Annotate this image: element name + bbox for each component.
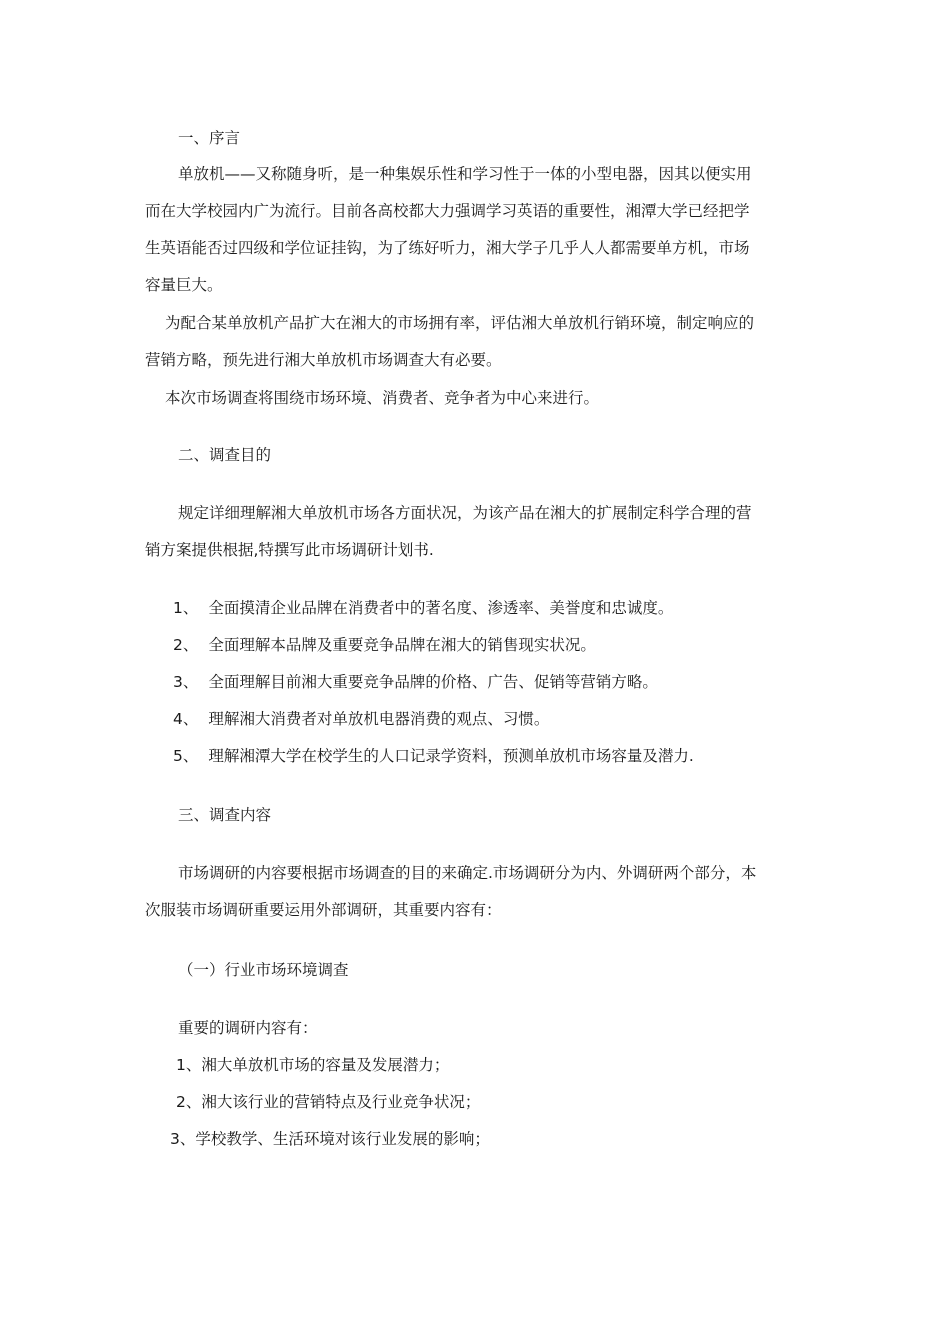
subsection-list-item: 2、湘大该行业的营销特点及行业竞争状况；: [176, 1093, 481, 1111]
subsection-list-item: 1、湘大单放机市场的容量及发展潜力；: [176, 1056, 450, 1074]
section-heading-purpose: 二、调查目的: [178, 446, 272, 464]
intro-paragraph-line: 而在大学校园内广为流行。目前各高校都大力强调学习英语的重要性，湘潭大学已经把学: [145, 202, 750, 220]
goal-number: 5、: [173, 747, 199, 765]
goal-text: 全面摸清企业品牌在消费者中的著名度、渗透率、美誉度和忠诚度。: [208, 599, 674, 617]
goal-item: [173, 635, 596, 655]
section-heading-content: 三、调查内容: [178, 806, 272, 824]
goal-text: 全面理解本品牌及重要竞争品牌在湘大的销售现实状况。: [208, 636, 596, 654]
purpose-paragraph-line: 销方案提供根据,特撰写此市场调研计划书.: [145, 541, 434, 559]
content-paragraph-line: 次服装市场调研重要运用外部调研，其重要内容有：: [145, 901, 502, 919]
goal-item: [173, 672, 658, 692]
goal-number: 3、: [173, 673, 199, 691]
goal-item: [173, 746, 694, 766]
intro-paragraph-line: 本次市场调查将围绕市场环境、消费者、竞争者为中心来进行。: [165, 389, 600, 407]
goal-item: [173, 598, 673, 618]
goal-text: 理解湘大消费者对单放机电器消费的观点、习惯。: [208, 710, 550, 728]
subsection-list-item: 3、学校教学、生活环境对该行业发展的影响；: [170, 1130, 490, 1148]
goal-text: 理解湘潭大学在校学生的人口记录学资料，预测单放机市场容量及潜力.: [208, 747, 694, 765]
goal-text: 全面理解目前湘大重要竞争品牌的价格、广告、促销等营销方略。: [208, 673, 658, 691]
subsection-heading: （一）行业市场环境调查: [178, 961, 349, 979]
section-heading-preface: 一、序言: [178, 129, 241, 147]
intro-paragraph-line: 营销方略，预先进行湘大单放机市场调查大有必要。: [145, 351, 502, 369]
intro-paragraph-line: 为配合某单放机产品扩大在湘大的市场拥有率，评估湘大单放机行销环境，制定响应的: [165, 314, 755, 332]
goal-number: 1、: [173, 599, 199, 617]
content-paragraph-line: 市场调研的内容要根据市场调查的目的来确定.市场调研分为内、外调研两个部分，本: [178, 864, 757, 882]
intro-paragraph-line: 单放机——又称随身听，是一种集娱乐性和学习性于一体的小型电器，因其以便实用: [178, 165, 752, 183]
subsection-intro: 重要的调研内容有：: [178, 1019, 318, 1037]
intro-paragraph-line: 生英语能否过四级和学位证挂钩，为了练好听力，湘大学子几乎人人都需要单方机，市场: [145, 239, 750, 257]
purpose-paragraph-line: 规定详细理解湘大单放机市场各方面状况，为该产品在湘大的扩展制定科学合理的营: [178, 504, 752, 522]
intro-paragraph-line: 容量巨大。: [145, 276, 223, 294]
goal-number: 4、: [173, 710, 199, 728]
goal-number: 2、: [173, 636, 199, 654]
goal-item: [173, 709, 549, 729]
